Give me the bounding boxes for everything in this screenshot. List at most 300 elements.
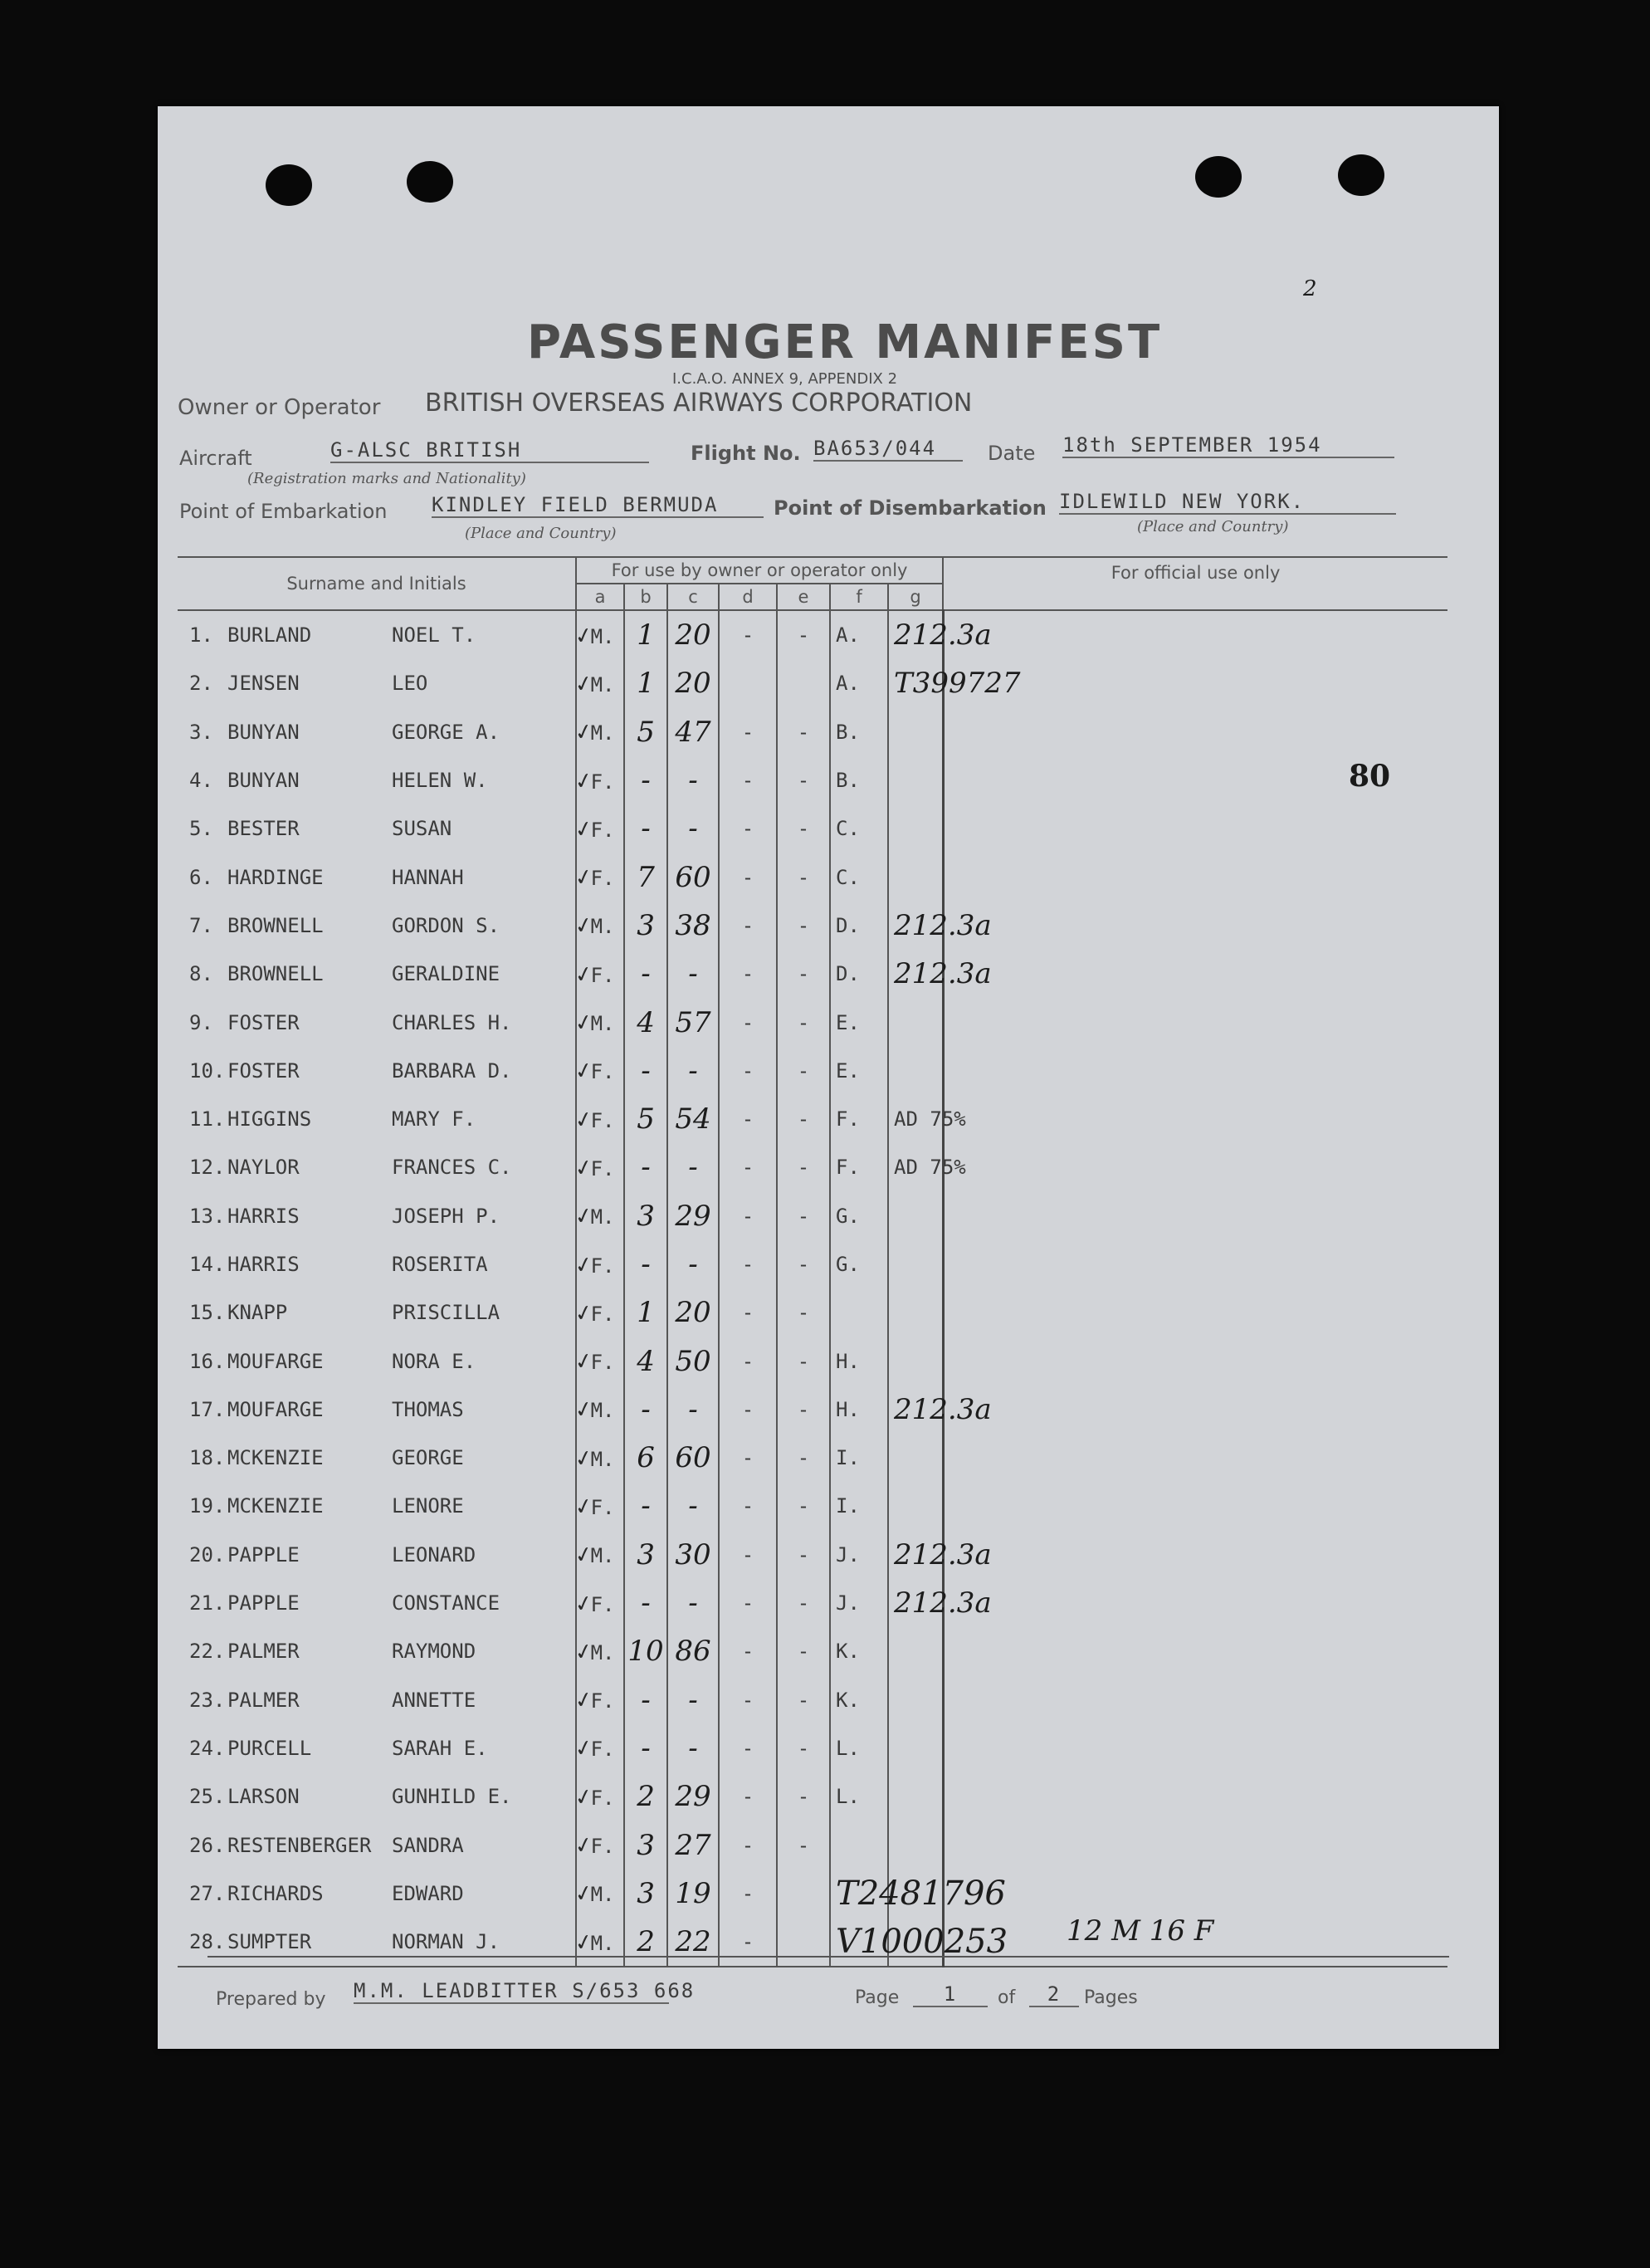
flight-label: Flight No. <box>691 442 801 465</box>
aircraft-value: G-ALSC BRITISH <box>330 438 649 463</box>
passenger-row <box>178 1240 1447 1288</box>
check-mark-icon: ✓ <box>573 1635 594 1668</box>
field-e: - <box>797 1688 810 1712</box>
field-g: AD 75% <box>894 1156 966 1180</box>
field-d: - <box>741 1736 754 1760</box>
field-d: - <box>741 1881 754 1905</box>
passenger-given-name: FRANCES C. <box>392 1156 512 1180</box>
field-d: - <box>741 720 754 744</box>
field-d: - <box>741 1833 754 1857</box>
field-e: - <box>797 1058 810 1083</box>
official-use-cell <box>943 1579 1447 1627</box>
field-b: - <box>641 957 651 991</box>
field-b: 4 <box>637 1005 655 1039</box>
field-g: 212.3a <box>894 1392 992 1426</box>
passenger-sex: M. <box>590 672 615 697</box>
passenger-number: 13. <box>189 1204 226 1228</box>
field-c: - <box>688 1053 698 1088</box>
page-label: Page <box>855 1987 900 2008</box>
passenger-row <box>178 1095 1447 1143</box>
date-label: Date <box>988 442 1036 465</box>
field-c: - <box>688 1731 698 1765</box>
field-e: - <box>797 1301 810 1325</box>
field-d: - <box>741 962 754 986</box>
passenger-number: 25. <box>189 1785 226 1809</box>
field-f: T2481796 <box>836 1874 1006 1913</box>
field-e: - <box>797 623 810 648</box>
passenger-sex: F. <box>590 1302 615 1326</box>
subcol-header-c: c <box>667 584 719 610</box>
official-use-cell <box>943 998 1447 1046</box>
official-use-cell <box>943 1531 1447 1579</box>
field-b: 3 <box>637 1537 655 1571</box>
passenger-given-name: LEONARD <box>392 1542 476 1567</box>
of-label: of <box>998 1987 1016 2008</box>
field-b: 10 <box>627 1635 664 1669</box>
official-use-cell <box>943 1143 1447 1191</box>
subcol-header-b: b <box>624 584 667 610</box>
check-mark-icon: ✓ <box>573 1732 594 1764</box>
field-d: - <box>741 1204 754 1228</box>
passenger-given-name: HANNAH <box>392 865 464 889</box>
official-use-cell <box>943 756 1447 804</box>
field-e: - <box>797 865 810 889</box>
check-mark-icon: ✓ <box>573 909 594 941</box>
field-f: J. <box>836 1591 860 1615</box>
passenger-given-name: PRISCILLA <box>392 1301 500 1325</box>
field-b: - <box>641 1053 651 1088</box>
field-f: B. <box>836 720 860 744</box>
passenger-surname: BUNYAN <box>227 769 300 793</box>
field-c: - <box>688 1151 698 1185</box>
check-mark-icon: ✓ <box>573 716 594 748</box>
field-d: - <box>741 1156 754 1180</box>
check-mark-icon: ✓ <box>573 1829 594 1861</box>
passenger-given-name: SANDRA <box>392 1833 464 1857</box>
corner-mark: 2 <box>1303 276 1317 301</box>
field-g: 212.3a <box>894 957 992 991</box>
field-f: D. <box>836 962 860 986</box>
passenger-number: 3. <box>189 720 213 744</box>
passenger-surname: BUNYAN <box>227 720 300 744</box>
passenger-number: 26. <box>189 1833 226 1857</box>
field-e: - <box>797 1010 810 1034</box>
field-g: AD 75% <box>894 1107 966 1132</box>
place-note-disembark: (Place and Country) <box>1137 518 1289 535</box>
field-d: - <box>741 1446 754 1470</box>
passenger-sex: M. <box>590 1883 615 1907</box>
col-header-official: For official use only <box>943 557 1447 610</box>
field-e: - <box>797 1156 810 1180</box>
passenger-number: 1. <box>189 623 213 648</box>
field-g: 212.3a <box>894 618 992 653</box>
official-use-cell <box>943 1772 1447 1821</box>
passenger-sex: F. <box>590 1254 615 1278</box>
passenger-row <box>178 804 1447 853</box>
check-mark-icon: ✓ <box>573 619 594 652</box>
field-c: 50 <box>675 1344 711 1378</box>
flight-value: BA653/044 <box>813 437 963 462</box>
aircraft-label: Aircraft <box>179 447 252 470</box>
field-c: 29 <box>675 1780 711 1814</box>
passenger-sex: M. <box>590 915 615 939</box>
field-d: - <box>741 623 754 648</box>
passenger-surname: HARRIS <box>227 1204 300 1228</box>
field-b: - <box>641 812 651 846</box>
page-subtitle: I.C.A.O. ANNEX 9, APPENDIX 2 <box>672 370 898 388</box>
passenger-sex: M. <box>590 624 615 648</box>
passenger-surname: RICHARDS <box>227 1881 324 1905</box>
check-mark-icon: ✓ <box>573 1393 594 1425</box>
official-use-cell <box>943 1386 1447 1434</box>
passenger-surname: LARSON <box>227 1785 300 1809</box>
field-c: - <box>688 1586 698 1620</box>
subcol-header-d: d <box>719 584 777 610</box>
field-d: - <box>741 817 754 841</box>
embarkation-label: Point of Embarkation <box>179 500 388 523</box>
col-header-name: Surname and Initials <box>178 557 576 610</box>
passenger-sex: M. <box>590 1544 615 1568</box>
passenger-row <box>178 853 1447 901</box>
field-b: 7 <box>637 860 655 894</box>
field-c: 54 <box>675 1102 711 1136</box>
field-b: - <box>641 1489 651 1523</box>
passenger-number: 8. <box>189 962 213 986</box>
field-b: 3 <box>637 1199 655 1233</box>
passenger-number: 4. <box>189 769 213 793</box>
passenger-given-name: GEORGE <box>392 1446 464 1470</box>
passenger-sex: F. <box>590 770 615 794</box>
passenger-sex: F. <box>590 867 615 891</box>
passenger-surname: BURLAND <box>227 623 312 648</box>
field-d: - <box>741 1640 754 1664</box>
field-c: 27 <box>675 1828 711 1862</box>
page-total: 2 <box>1029 1982 1079 2007</box>
passenger-row <box>178 1047 1447 1095</box>
check-mark-icon: ✓ <box>573 861 594 893</box>
passenger-number: 7. <box>189 913 213 937</box>
field-d: - <box>741 1591 754 1615</box>
field-e: - <box>797 962 810 986</box>
passenger-row <box>178 1434 1447 1482</box>
field-f: I. <box>836 1494 860 1518</box>
field-f: A. <box>836 623 860 648</box>
field-b: 1 <box>637 618 655 653</box>
punch-hole <box>407 161 453 203</box>
official-use-cell <box>943 804 1447 853</box>
registration-note: (Registration marks and Nationality) <box>247 470 526 487</box>
official-use-cell <box>943 610 1447 659</box>
passenger-row <box>178 610 1447 659</box>
passenger-sex: F. <box>590 1156 615 1180</box>
field-b: 6 <box>637 1441 655 1475</box>
passenger-row <box>178 1676 1447 1724</box>
field-e: - <box>797 1640 810 1664</box>
passenger-given-name: MARY F. <box>392 1107 476 1132</box>
owner-value: BRITISH OVERSEAS AIRWAYS CORPORATION <box>425 389 973 418</box>
field-c: - <box>688 812 698 846</box>
field-f: I. <box>836 1446 860 1470</box>
passenger-row <box>178 902 1447 950</box>
check-mark-icon: ✓ <box>573 1877 594 1909</box>
passenger-sex: F. <box>590 1592 615 1616</box>
field-c: 38 <box>675 908 711 942</box>
official-use-cell <box>943 1047 1447 1095</box>
passenger-surname: FOSTER <box>227 1010 300 1034</box>
totals-note: 12 M 16 F <box>1067 1914 1214 1948</box>
page-number: 1 <box>913 1982 988 2007</box>
field-d: - <box>741 1010 754 1034</box>
passenger-row <box>178 659 1447 707</box>
passenger-sex: F. <box>590 1786 615 1810</box>
passenger-surname: KNAPP <box>227 1301 288 1325</box>
field-d: - <box>741 769 754 793</box>
passenger-surname: SUMPTER <box>227 1930 312 1954</box>
passenger-surname: MOUFARGE <box>227 1349 324 1373</box>
field-d: - <box>741 865 754 889</box>
field-f: H. <box>836 1397 860 1421</box>
field-c: 20 <box>675 1296 711 1330</box>
field-f: J. <box>836 1542 860 1567</box>
official-use-cell <box>943 1870 1447 1918</box>
passenger-given-name: JOSEPH P. <box>392 1204 500 1228</box>
field-g: 212.3a <box>894 908 992 942</box>
passenger-row <box>178 950 1447 998</box>
field-e: - <box>797 817 810 841</box>
passenger-given-name: GORDON S. <box>392 913 500 937</box>
passenger-row <box>178 1772 1447 1821</box>
field-b: - <box>641 1248 651 1281</box>
passenger-number: 23. <box>189 1688 226 1712</box>
passenger-sex: F. <box>590 1495 615 1519</box>
field-b: 4 <box>637 1344 655 1378</box>
passenger-surname: BROWNELL <box>227 913 324 937</box>
passenger-number: 19. <box>189 1494 226 1518</box>
field-f: G. <box>836 1253 860 1276</box>
field-b: 3 <box>637 1828 655 1862</box>
passenger-sex: F. <box>590 1060 615 1084</box>
passenger-number: 27. <box>189 1881 226 1905</box>
margin-number: 80 <box>1349 759 1391 794</box>
check-mark-icon: ✓ <box>573 1490 594 1523</box>
passenger-surname: FOSTER <box>227 1058 300 1083</box>
passenger-row <box>178 1627 1447 1675</box>
field-c: 60 <box>675 1441 711 1475</box>
passenger-number: 15. <box>189 1301 226 1325</box>
field-d: - <box>741 1301 754 1325</box>
field-f: E. <box>836 1058 860 1083</box>
check-mark-icon: ✓ <box>573 1151 594 1184</box>
field-c: 47 <box>675 715 711 749</box>
check-mark-icon: ✓ <box>573 1538 594 1571</box>
passenger-given-name: SARAH E. <box>392 1736 488 1760</box>
passenger-surname: PALMER <box>227 1640 300 1664</box>
passenger-sex: F. <box>590 1835 615 1859</box>
check-mark-icon: ✓ <box>573 1200 594 1232</box>
passenger-surname: BESTER <box>227 817 300 841</box>
field-f: L. <box>836 1736 860 1760</box>
field-g: 212.3a <box>894 1586 992 1620</box>
pages-label: Pages <box>1084 1987 1138 2008</box>
field-d: - <box>741 1930 754 1954</box>
check-mark-icon: ✓ <box>573 1442 594 1474</box>
field-e: - <box>797 1736 810 1760</box>
field-e: - <box>797 1542 810 1567</box>
field-d: - <box>741 1494 754 1518</box>
passenger-number: 16. <box>189 1349 226 1373</box>
official-use-cell <box>943 1627 1447 1675</box>
official-use-cell <box>943 1821 1447 1869</box>
field-b: - <box>641 1392 651 1426</box>
passenger-row <box>178 1724 1447 1772</box>
passenger-number: 22. <box>189 1640 226 1664</box>
field-d: - <box>741 1107 754 1132</box>
passenger-number: 2. <box>189 672 213 696</box>
passenger-given-name: GUNHILD E. <box>392 1785 512 1809</box>
field-f: V1000253 <box>836 1923 1008 1962</box>
subcol-header-f: f <box>830 584 888 610</box>
subcol-header-a: a <box>576 584 624 610</box>
subcol-header-e: e <box>777 584 830 610</box>
passenger-row <box>178 1531 1447 1579</box>
check-mark-icon: ✓ <box>573 1781 594 1813</box>
field-d: - <box>741 1253 754 1276</box>
passenger-row <box>178 708 1447 756</box>
passenger-given-name: ROSERITA <box>392 1253 488 1276</box>
field-d: - <box>741 1542 754 1567</box>
field-b: - <box>641 1683 651 1717</box>
passenger-number: 6. <box>189 865 213 889</box>
field-c: 57 <box>675 1005 711 1039</box>
official-use-cell <box>943 1337 1447 1385</box>
official-use-cell <box>943 1192 1447 1240</box>
punch-hole <box>1195 156 1242 198</box>
passenger-number: 14. <box>189 1253 226 1276</box>
passenger-given-name: EDWARD <box>392 1881 464 1905</box>
disembarkation-label: Point of Disembarkation <box>774 496 1047 520</box>
passenger-sex: F. <box>590 1738 615 1762</box>
field-g: T399727 <box>894 667 1021 701</box>
passenger-surname: PURCELL <box>227 1736 312 1760</box>
check-mark-icon: ✓ <box>573 1103 594 1136</box>
field-f: L. <box>836 1785 860 1809</box>
page-title: PASSENGER MANIFEST <box>527 315 1163 369</box>
embarkation-value: KINDLEY FIELD BERMUDA <box>432 493 764 518</box>
footer-rule <box>207 1956 1449 1958</box>
official-use-cell <box>943 1434 1447 1482</box>
passenger-table <box>178 556 1447 1967</box>
field-f: D. <box>836 913 860 937</box>
passenger-surname: MCKENZIE <box>227 1446 324 1470</box>
passenger-sex: F. <box>590 1689 615 1713</box>
passenger-number: 12. <box>189 1156 226 1180</box>
passenger-sex: F. <box>590 818 615 842</box>
field-e: - <box>797 1253 810 1276</box>
field-e: - <box>797 769 810 793</box>
passenger-row <box>178 756 1447 804</box>
field-d: - <box>741 1688 754 1712</box>
official-use-cell <box>943 853 1447 901</box>
field-d: - <box>741 913 754 937</box>
field-d: - <box>741 1397 754 1421</box>
field-d: - <box>741 1785 754 1809</box>
field-c: - <box>688 764 698 798</box>
passenger-sex: F. <box>590 1351 615 1375</box>
field-f: C. <box>836 817 860 841</box>
passenger-given-name: ANNETTE <box>392 1688 476 1712</box>
subcol-header-g: g <box>888 584 943 610</box>
passenger-number: 10. <box>189 1058 226 1083</box>
punch-hole <box>1338 154 1384 196</box>
passenger-given-name: THOMAS <box>392 1397 464 1421</box>
field-e: - <box>797 1204 810 1228</box>
passenger-given-name: NORMAN J. <box>392 1930 500 1954</box>
passenger-surname: PAPPLE <box>227 1591 300 1615</box>
passenger-sex: F. <box>590 963 615 987</box>
passenger-surname: RESTENBERGER <box>227 1833 372 1857</box>
passenger-given-name: HELEN W. <box>392 769 488 793</box>
field-c: 60 <box>675 860 711 894</box>
passenger-sex: M. <box>590 1931 615 1955</box>
field-b: - <box>641 764 651 798</box>
field-e: - <box>797 1833 810 1857</box>
passenger-given-name: NOEL T. <box>392 623 476 648</box>
field-e: - <box>797 1349 810 1373</box>
passenger-row <box>178 1918 1447 1967</box>
official-use-cell <box>943 1676 1447 1724</box>
passenger-sex: M. <box>590 1205 615 1229</box>
passenger-given-name: LENORE <box>392 1494 464 1518</box>
field-c: 22 <box>675 1925 711 1959</box>
check-mark-icon: ✓ <box>573 1684 594 1716</box>
owner-label: Owner or Operator <box>178 395 381 420</box>
field-e: - <box>797 1446 810 1470</box>
passenger-surname: PAPPLE <box>227 1542 300 1567</box>
check-mark-icon: ✓ <box>573 1054 594 1087</box>
passenger-number: 28. <box>189 1930 226 1954</box>
field-e: - <box>797 1785 810 1809</box>
field-e: - <box>797 1397 810 1421</box>
passenger-given-name: BARBARA D. <box>392 1058 512 1083</box>
check-mark-icon: ✓ <box>573 667 594 700</box>
field-c: - <box>688 1683 698 1717</box>
check-mark-icon: ✓ <box>573 813 594 845</box>
passenger-row <box>178 1579 1447 1627</box>
disembarkation-value: IDLEWILD NEW YORK. <box>1059 490 1396 515</box>
field-d: - <box>741 1349 754 1373</box>
official-use-cell <box>943 1240 1447 1288</box>
field-c: 30 <box>675 1537 711 1571</box>
check-mark-icon: ✓ <box>573 1249 594 1280</box>
check-mark-icon: ✓ <box>573 958 594 990</box>
passenger-surname: HARDINGE <box>227 865 324 889</box>
field-f: A. <box>836 672 860 696</box>
passenger-surname: JENSEN <box>227 672 300 696</box>
field-f: F. <box>836 1156 860 1180</box>
passenger-number: 11. <box>189 1107 226 1132</box>
passenger-surname: PALMER <box>227 1688 300 1712</box>
passenger-surname: MCKENZIE <box>227 1494 324 1518</box>
field-f: B. <box>836 769 860 793</box>
passenger-number: 5. <box>189 817 213 841</box>
check-mark-icon: ✓ <box>573 1297 594 1329</box>
official-use-cell <box>943 1482 1447 1530</box>
passenger-surname: NAYLOR <box>227 1156 300 1180</box>
field-c: 19 <box>675 1876 711 1910</box>
passenger-sex: M. <box>590 1399 615 1423</box>
passenger-surname: BROWNELL <box>227 962 324 986</box>
field-e: - <box>797 1107 810 1132</box>
